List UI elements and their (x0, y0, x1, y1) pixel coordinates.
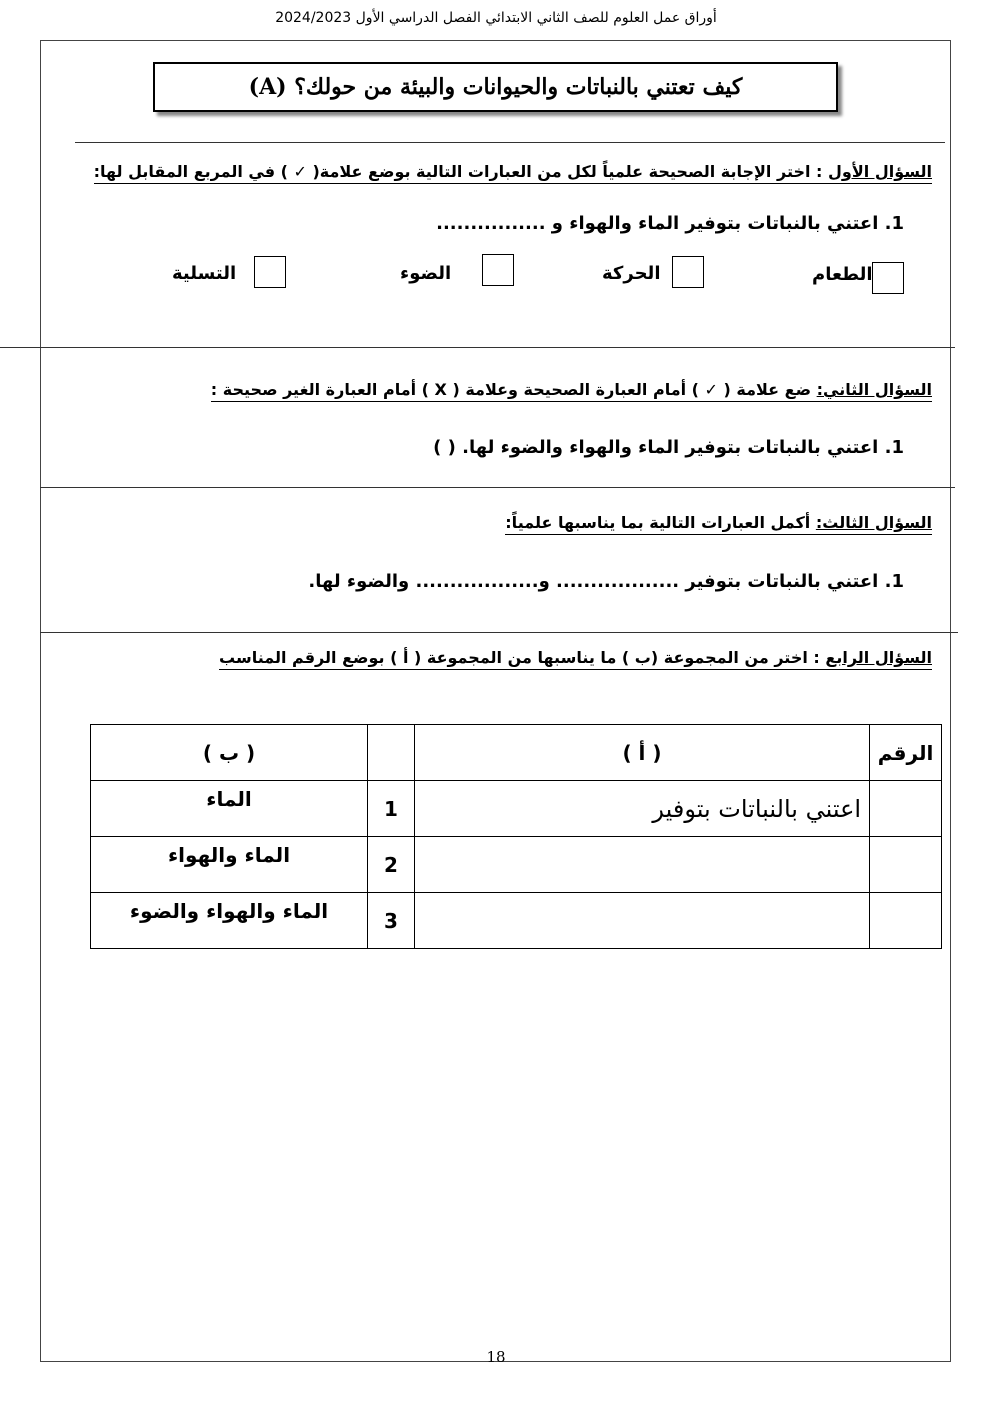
header-number: الرقم (870, 725, 942, 781)
row-index: 3 (368, 893, 415, 949)
group-b-cell: الماء والهواء (91, 837, 368, 893)
q3-statement: 1. اعتني بالنباتات بتوفير .................. و.................. والضوء لها. (308, 571, 904, 592)
q2-divider (40, 487, 955, 488)
option-movement: الحركة (602, 263, 661, 284)
worksheet-title: كيف تعتني بالنباتات والحيوانات والبيئة من حولك؟ (A) (153, 62, 838, 112)
group-b-cell: الماء والهواء والضوء (91, 893, 368, 949)
row-index: 2 (368, 837, 415, 893)
q3-divider (40, 632, 958, 633)
q1-divider (0, 347, 955, 348)
matching-table (90, 724, 942, 949)
option-box-entertainment[interactable] (254, 256, 286, 288)
q2-label: السؤال الثاني: (816, 380, 932, 399)
group-a-cell (414, 837, 869, 893)
q3-heading (505, 513, 932, 535)
table-row (91, 837, 942, 893)
header-blank (368, 725, 415, 781)
answer-cell[interactable] (870, 781, 942, 837)
q3-instruction: أكمل العبارات التالية بما يناسبها علمياً: (505, 513, 811, 532)
option-box-food[interactable] (872, 262, 904, 294)
table-header-row (91, 725, 942, 781)
group-b-cell: الماء (91, 781, 368, 837)
title-divider (75, 142, 945, 143)
row-index: 1 (368, 781, 415, 837)
q2-statement: 1. اعتني بالنباتات بتوفير الماء والهواء والضوء لها. ( ) (433, 437, 904, 458)
option-box-movement[interactable] (672, 256, 704, 288)
q4-instruction: : اختر من المجموعة (ب ) ما يناسبها من المجموعة ( أ ) بوضع الرقم المناسب (219, 648, 820, 667)
q4-label: السؤال الرابع (825, 648, 932, 667)
answer-cell[interactable] (870, 837, 942, 893)
group-a-cell (414, 893, 869, 949)
answer-cell[interactable] (870, 893, 942, 949)
q1-heading (94, 162, 932, 184)
q2-instruction: ضع علامة ( ✓ ) أمام العبارة الصحيحة وعلامة ( X ) أمام العبارة الغير صحيحة : (210, 380, 812, 399)
q1-instruction: : اختر الإجابة الصحيحة علمياً لكل من العبارات التالية بوضع علامة( ✓ ) في المربع المقابل لها: (93, 162, 823, 181)
option-entertainment: التسلية (172, 263, 237, 284)
q3-label: السؤال الثالث: (815, 513, 932, 532)
page-header: أوراق عمل العلوم للصف الثاني الابتدائي الفصل الدراسي الأول 2024/2023 (275, 10, 717, 26)
option-light: الضوء (400, 263, 452, 284)
q1-label: السؤال الأول (828, 162, 932, 181)
group-a-cell: اعتني بالنباتات بتوفير (414, 781, 869, 837)
table-row (91, 893, 942, 949)
q4-heading (219, 648, 932, 670)
page-number: 18 (486, 1348, 506, 1366)
q2-heading (211, 380, 932, 402)
page-frame (40, 40, 951, 1362)
table-row (91, 781, 942, 837)
header-group-a: ( أ ) (414, 725, 869, 781)
header-group-b: ( ب ) (91, 725, 368, 781)
q1-statement: 1. اعتني بالنباتات بتوفير الماء والهواء و ................ (436, 213, 904, 234)
option-food: الطعام (812, 264, 873, 285)
option-box-light[interactable] (482, 254, 514, 286)
